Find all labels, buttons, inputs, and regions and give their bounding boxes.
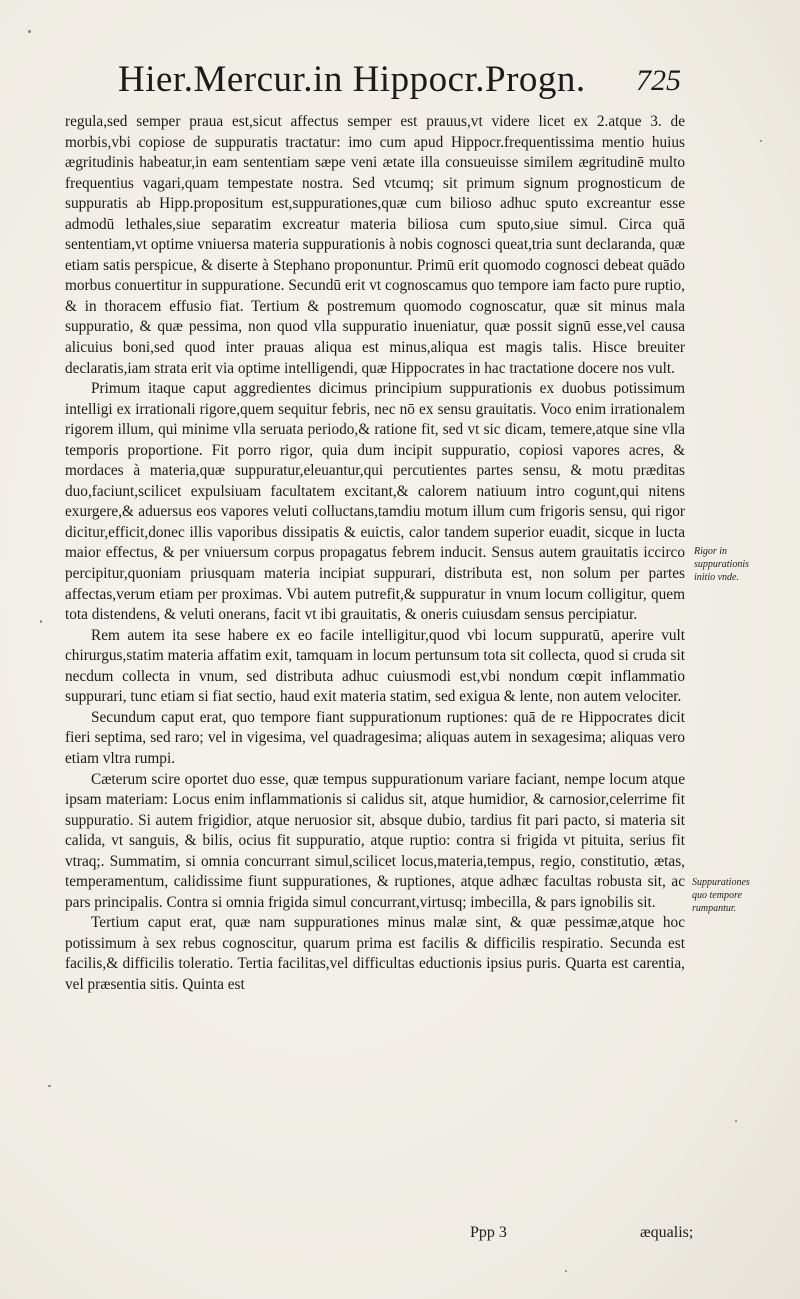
paragraph-5: Cæterum scire oportet duo esse, quæ tempus suppurationum variare faciant, nempe locum atque ipsam materiam: Locus enim inflammationis si calidus sit, atque humidior, & carnosior,celerrime fit suppuratio. Si autem frigidior, atque neruosior sit, absque dubio, tardius fit pari pacto, si materia sit calida, vt sanguis, & bilis, ocius fit suppuratio, atque ruptio: contra si frigida vt pituita, serius fit vtraq;. Summatim, si omnia concurrant simul,scilicet locus,materia,tempus, regio, constitutio, ætas, temperamentum, calidissime fiunt suppurationes, & ruptiones, atque adhæc facultas robusta sit, ac pars principalis. Contra si omnia frigida simul concurrant,virtusq; imbecilla, & pars ignobilis sit. — [65, 770, 685, 911]
margin-note-rigor: Rigor in suppurationis initio vnde. — [694, 546, 750, 583]
paper-speck — [565, 1270, 567, 1272]
paragraph-1: regula,sed semper praua est,sicut affectus semper est prauus,vt videre licet ex 2.atque 3. de morbis,vbi copiose de suppuratis tractatur: imo cum apud Hippocr.frequentissima mentio huius ægritudinis habeatur,in eam sententiam sæpe veni ætate illa consueuisse similem ægritudinē multo frequentius vagari,quam tempestate nostra. Sed vtcumq; sit primum signum prognosticum de suppuratis ab Hipp.propositum est,suppurationes,quæ cum bilioso adhuc sputo excreantur esse admodū lethales,siue separatim excreatur materia biliosa cum sputo,siue simul. Circa quā sententiam,vt optime vniuersa materia suppurationis à nobis cognosci queat,tria sunt declaranda, quæ etiam satis perspicue, & diserte à Stephano proponuntur. Primū erit quomodo cognosci debeat quādo morbus conuertitur in suppuratione. Secundū erit vt cognoscamus quo tempore iam facto pure ruptio, & in thoracem effusio fiat. Tertium & postremum quomodo cognoscatur, quæ sit minus mala suppuratio, & quæ pessima, non quod vlla suppuratio inueniatur, quæ possit signū esse,vel causa alicuius boni,sed quod inter prauas aliqua est minus,aliqua est magis talis. Hisce breuiter declaratis,iam strata erit via optime intelligendi, quæ Hippocrates in hac tractatione docere nos vult. — [65, 113, 685, 377]
paragraph-6: Tertium caput erat, quæ nam suppurationes minus malæ sint, & quæ pessimæ,atque hoc potissimum à sex rebus cognoscitur, quarum prima est facilis & difficilis respiratio. Secunda est facilis,& difficilis toleratio. Tertia facilitas,vel difficultas eductionis ipsius puris. Quarta est carentia, vel præsentia sitis. Quinta est — [65, 914, 685, 993]
paper-speck — [28, 30, 31, 33]
margin-note-ruptio: Suppurationes quo tempore rumpantur. — [692, 877, 750, 914]
running-title: Hier.Mercur.in Hippocr.Progn. — [118, 59, 586, 100]
paper-speck — [735, 1120, 737, 1122]
paragraph-2: Primum itaque caput aggredientes dicimus principium suppurationis ex duobus potissimum intelligi ex irrationali rigore,quem sequitur febris, nec nō ex sensu grauitatis. Voco enim irrationalem rigorem illum, qui minime vlla seruata periodo,& ratione fit, sed vt sic dicam, temere,atque sine vlla temporis proportione. Fit porro rigor, quia dum incipit suppuratio, copiosi vapores acres, & mordaces à materia,quæ suppuratur,eleuantur,qui percutientes partes sensu, & motu præditas duo,faciunt,scilicet expulsiuam facultatem excitant,& calorem natiuum intro cogunt,qui nitens exurgere,& aduersus eos vapores veluti colluctans,tamdiu motum illum cum frigoris sensu, qui rigor dicitur,efficit,donec illis vaporibus dissipatis & euictis, calor tandem superior euadit, sicque in lucta maior effectus, & per vniuersum corpus propagatus febrem inducit. Sensus autem grauitatis iccirco percipitur,quoniam priusquam materia incipiat suppurari, distributa est, non solum per partes affectas,verum etiam per proximas. Vbi autem putrefit,& suppuratur in vnum locum colligitur, quem tota distendens, & veluti onerans, facit vt ibi grauitatis, & oneris cuiusdam sensus percipiatur. — [65, 380, 685, 624]
signature-mark: Ppp 3 — [470, 1224, 507, 1241]
paper-speck — [40, 620, 42, 623]
catchword: æqualis; — [640, 1224, 694, 1241]
page-number: 725 — [636, 64, 681, 97]
paragraph-3: Rem autem ita sese habere ex eo facile intelligitur,quod vbi locum suppuratū, aperire vult chirurgus,statim materia affatim exit, tamquam in locum pertunsum tota sit collecta, quod si cruda sit necdum collecta in vnum, sed distributa adhuc cuiusmodi est,vbi nondum cœpit inflammatio suppurari, tunc etiam si fiat sectio, haud exit materia statim, sed exigua & lente, non autem velociter. — [65, 626, 685, 706]
paper-speck — [48, 1085, 51, 1087]
body-text — [65, 112, 685, 996]
paper-speck — [760, 140, 762, 142]
paragraph-4: Secundum caput erat, quo tempore fiant suppurationum ruptiones: quā de re Hippocrates dicit fieri septima, sed raro; vel in vigesima, vel quadragesima; aliquas autem in sexagesima; aliquas vero etiam vltra rumpi. — [65, 708, 685, 767]
